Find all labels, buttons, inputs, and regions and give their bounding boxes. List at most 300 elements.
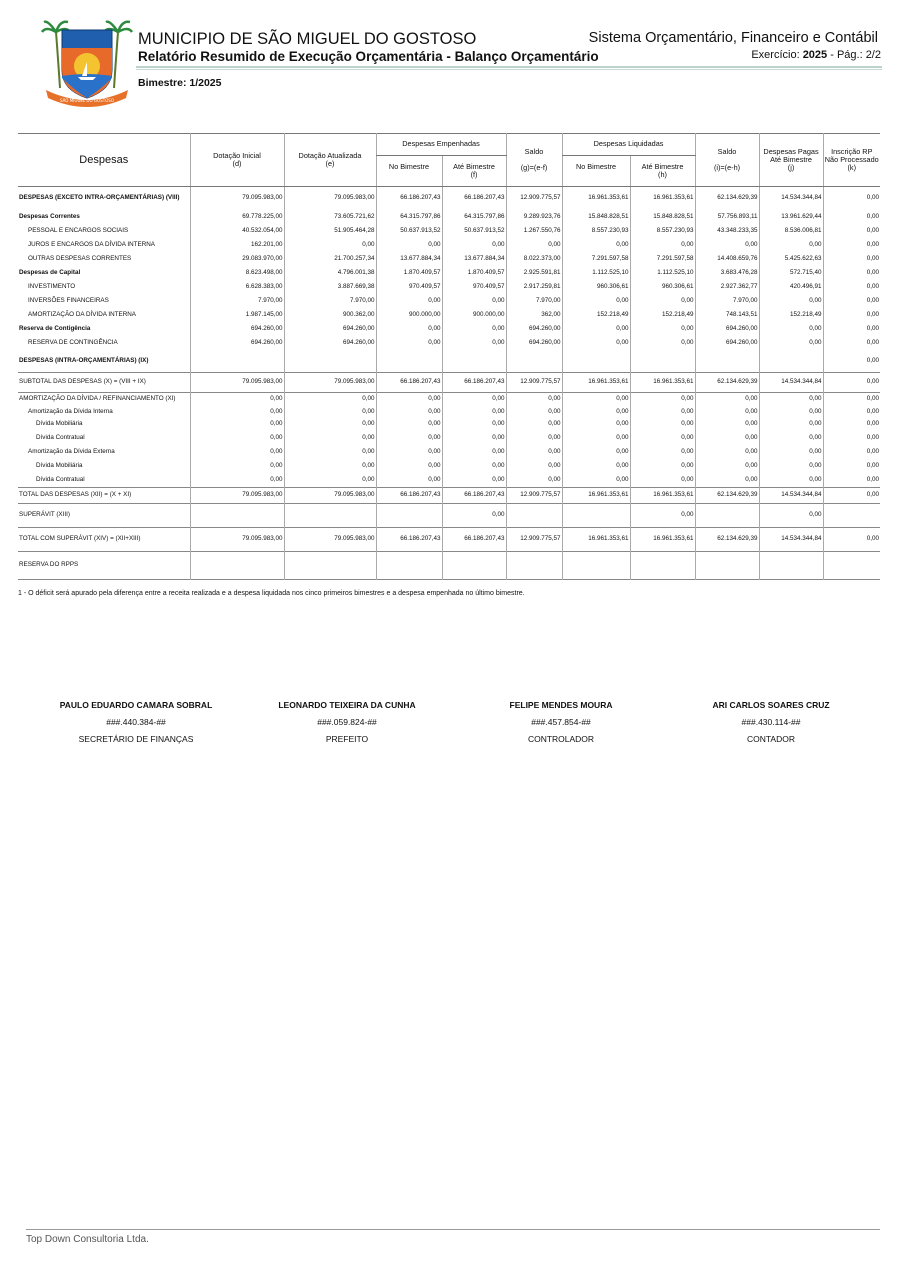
row-value: 12.909.775,57 [506, 187, 562, 211]
row-value [506, 552, 562, 580]
table-row [18, 281, 880, 295]
row-value: 8.536.006,81 [759, 225, 823, 239]
row-value: 79.095.983,00 [284, 528, 376, 552]
header-dotacao-inicial: Dotação Inicial [213, 150, 261, 160]
signature-role: CONTADOR [746, 734, 795, 744]
header-code-k: (k) [847, 163, 857, 172]
table-row [18, 488, 880, 504]
row-value [823, 552, 880, 580]
row-value: 14.408.659,76 [695, 253, 759, 267]
signature-block [461, 700, 661, 751]
row-value: 0,00 [562, 295, 630, 309]
row-value: 5.425.622,63 [759, 253, 823, 267]
row-value: 0,00 [823, 225, 880, 239]
bimester-label: Bimestre: 1/2025 [138, 77, 222, 89]
row-value: 50.637.913,52 [442, 225, 506, 239]
row-value [695, 552, 759, 580]
row-value [630, 351, 695, 373]
row-value: 66.186.207,43 [442, 488, 506, 504]
row-value: 7.970,00 [506, 295, 562, 309]
row-value [695, 504, 759, 528]
row-value: 15.848.828,51 [630, 211, 695, 225]
table-row [18, 407, 880, 418]
budget-table [18, 133, 880, 580]
row-value: 900.000,00 [442, 309, 506, 323]
row-value: 0,00 [630, 418, 695, 432]
footer-rule [26, 1229, 880, 1230]
row-value: 0,00 [759, 432, 823, 446]
row-label: RESERVA DE CONTINGÊNCIA [28, 339, 118, 347]
row-value [376, 552, 442, 580]
table-body [18, 187, 880, 580]
row-value: 0,00 [190, 418, 284, 432]
row-value: 694.260,00 [284, 337, 376, 351]
row-value [562, 552, 630, 580]
row-label: SUPERÁVIT (XIII) [18, 504, 190, 528]
row-value: 0,00 [442, 323, 506, 337]
row-value: 0,00 [823, 337, 880, 351]
row-value: 43.348.233,35 [695, 225, 759, 239]
row-label: Despesas Correntes [19, 213, 80, 221]
row-value: 0,00 [442, 460, 506, 474]
row-value: 8.557.230,93 [630, 225, 695, 239]
row-value: 0,00 [630, 432, 695, 446]
row-value: 62.134.629,39 [695, 373, 759, 393]
row-value [506, 351, 562, 373]
header-saldo-i: Saldo [717, 146, 737, 156]
row-value: 0,00 [823, 474, 880, 488]
row-value [759, 351, 823, 373]
header-liq-no-bimestre: No Bimestre [575, 161, 617, 171]
row-value: 0,00 [759, 460, 823, 474]
row-value [190, 552, 284, 580]
header-pagas: Despesas Pagas Até Bimestre [763, 146, 819, 164]
row-value: 16.961.353,61 [630, 528, 695, 552]
row-value: 7.970,00 [284, 295, 376, 309]
row-value: 0,00 [695, 418, 759, 432]
row-label: DESPESAS (EXCETO INTRA-ORÇAMENTÁRIAS) (VIII) [18, 187, 190, 211]
table-row [18, 373, 880, 393]
row-value: 0,00 [284, 239, 376, 253]
row-value: 7.291.597,58 [630, 253, 695, 267]
header-rp: Inscrição RP Não Processado [824, 146, 879, 164]
row-value [376, 504, 442, 528]
row-value: 13.677.884,34 [376, 253, 442, 267]
row-value: 0,00 [506, 460, 562, 474]
row-value: 0,00 [759, 295, 823, 309]
header-code-j: (j) [787, 163, 795, 172]
row-value: 57.756.893,11 [695, 211, 759, 225]
row-value [562, 351, 630, 373]
row-value: 0,00 [823, 323, 880, 337]
row-value [284, 351, 376, 373]
header-code-g: (g)=(e-f) [520, 163, 548, 172]
municipality-logo [40, 18, 134, 108]
row-value: 0,00 [823, 432, 880, 446]
row-value: 16.961.353,61 [630, 373, 695, 393]
row-value: 7.970,00 [190, 295, 284, 309]
row-value: 1.112.525,10 [630, 267, 695, 281]
row-value: 62.134.629,39 [695, 488, 759, 504]
row-value: 66.186.207,43 [442, 187, 506, 211]
row-value: 9.289.923,76 [506, 211, 562, 225]
row-value: 0,00 [562, 239, 630, 253]
header-emp-ate-bimestre: Até Bimestre [453, 161, 495, 171]
row-value: 14.534.344,84 [759, 373, 823, 393]
row-value [630, 552, 695, 580]
row-value: 6.628.383,00 [190, 281, 284, 295]
row-value: 0,00 [630, 460, 695, 474]
signature-name: ARI CARLOS SOARES CRUZ [712, 700, 830, 710]
row-value: 0,00 [284, 432, 376, 446]
row-value [695, 351, 759, 373]
row-value: 0,00 [376, 407, 442, 418]
row-value: 0,00 [823, 373, 880, 393]
header-code-e: (e) [325, 159, 335, 168]
row-value: 0,00 [759, 407, 823, 418]
row-label: PESSOAL E ENCARGOS SOCIAIS [28, 227, 129, 235]
row-value: 0,00 [284, 474, 376, 488]
row-value: 8.557.230,93 [562, 225, 630, 239]
row-value [562, 504, 630, 528]
row-value: 0,00 [695, 432, 759, 446]
row-value: 1.870.409,57 [376, 267, 442, 281]
row-label: RESERVA DO RPPS [18, 552, 190, 580]
row-label: DESPESAS (INTRA-ORÇAMENTÁRIAS) (IX) [19, 356, 149, 364]
row-value [506, 504, 562, 528]
row-label: INVESTIMENTO [28, 283, 76, 291]
row-value: 0,00 [562, 337, 630, 351]
row-value: 0,00 [759, 239, 823, 253]
row-value: 40.532.054,00 [190, 225, 284, 239]
table-row [18, 351, 880, 373]
row-value [190, 351, 284, 373]
row-value: 0,00 [190, 474, 284, 488]
row-value: 0,00 [823, 211, 880, 225]
row-value: 16.961.353,61 [562, 488, 630, 504]
row-value [284, 504, 376, 528]
row-value: 0,00 [376, 295, 442, 309]
row-label: JUROS E ENCARGOS DA DÍVIDA INTERNA [28, 241, 156, 249]
row-value: 1.267.550,76 [506, 225, 562, 239]
row-value: 694.260,00 [695, 337, 759, 351]
row-label: OUTRAS DESPESAS CORRENTES [28, 255, 132, 263]
row-label: INVERSÕES FINANCEIRAS [28, 297, 109, 305]
row-value: 2.925.591,81 [506, 267, 562, 281]
row-value: 0,00 [506, 446, 562, 460]
row-value: 362,00 [506, 309, 562, 323]
row-value: 0,00 [823, 460, 880, 474]
row-label: Despesas de Capital [19, 269, 81, 277]
table-row [18, 432, 880, 446]
row-value: 0,00 [695, 407, 759, 418]
row-value [442, 351, 506, 373]
row-value: 29.083.970,00 [190, 253, 284, 267]
row-value: 21.700.257,34 [284, 253, 376, 267]
row-value: 0,00 [823, 407, 880, 418]
row-value: 3.887.669,38 [284, 281, 376, 295]
row-value: 152.218,49 [562, 309, 630, 323]
row-value: 0,00 [759, 337, 823, 351]
row-value: 0,00 [823, 418, 880, 432]
row-label: Dívida Contratual [36, 434, 85, 442]
row-value: 0,00 [823, 309, 880, 323]
row-value: 0,00 [376, 474, 442, 488]
table-row [18, 187, 880, 211]
footer-company: Top Down Consultoria Ltda. [26, 1234, 149, 1245]
table-row [18, 446, 880, 460]
row-value: 0,00 [562, 393, 630, 407]
row-value: 0,00 [442, 407, 506, 418]
row-value: 12.909.775,57 [506, 488, 562, 504]
row-value [284, 552, 376, 580]
row-value: 0,00 [630, 323, 695, 337]
row-value: 66.186.207,43 [376, 373, 442, 393]
signature-document: ###.457.854-## [531, 717, 591, 727]
row-value: 960.306,61 [630, 281, 695, 295]
header-rule-thin [136, 69, 882, 70]
row-value: 2.927.362,77 [695, 281, 759, 295]
municipality-name: MUNICIPIO DE SÃO MIGUEL DO GOSTOSO [138, 30, 477, 48]
header-code-d: (d) [232, 159, 242, 168]
row-value: 7.291.597,58 [562, 253, 630, 267]
row-value: 0,00 [442, 474, 506, 488]
row-value: 0,00 [284, 407, 376, 418]
row-value: 0,00 [284, 446, 376, 460]
row-value: 0,00 [284, 418, 376, 432]
row-value: 0,00 [823, 253, 880, 267]
row-value [190, 504, 284, 528]
signature-block [247, 700, 447, 751]
row-value: 16.961.353,61 [562, 373, 630, 393]
row-label: AMORTIZAÇÃO DA DÍVIDA INTERNA [28, 311, 136, 319]
row-value: 0,00 [823, 528, 880, 552]
row-value: 900.362,00 [284, 309, 376, 323]
row-value: 0,00 [823, 393, 880, 407]
row-value: 13.677.884,34 [442, 253, 506, 267]
row-value: 15.848.828,51 [562, 211, 630, 225]
row-value: 0,00 [376, 418, 442, 432]
row-value: 66.186.207,43 [442, 528, 506, 552]
row-value: 50.637.913,52 [376, 225, 442, 239]
exercise-info [751, 49, 881, 61]
row-value: 0,00 [630, 504, 695, 528]
row-value: 66.186.207,43 [376, 528, 442, 552]
row-value: 0,00 [630, 393, 695, 407]
row-value: 0,00 [284, 393, 376, 407]
row-value: 0,00 [695, 239, 759, 253]
row-value: 1.870.409,57 [442, 267, 506, 281]
header-liquidadas: Despesas Liquidadas [593, 139, 664, 149]
row-value: 12.909.775,57 [506, 373, 562, 393]
row-value: 694.260,00 [190, 323, 284, 337]
row-value: 73.605.721,62 [284, 211, 376, 225]
row-value: 694.260,00 [695, 323, 759, 337]
row-label: Dívida Mobiliária [36, 420, 83, 428]
row-value: 0,00 [823, 446, 880, 460]
row-value: 0,00 [442, 446, 506, 460]
row-value: 0,00 [442, 418, 506, 432]
row-value: 66.186.207,43 [442, 373, 506, 393]
row-value: 0,00 [442, 295, 506, 309]
row-value: 13.961.629,44 [759, 211, 823, 225]
row-value: 0,00 [759, 446, 823, 460]
header-liq-ate-bimestre: Até Bimestre [641, 161, 684, 171]
row-label: AMORTIZAÇÃO DA DÍVIDA / REFINANCIAMENTO (XI) [18, 393, 190, 407]
table-row [18, 504, 880, 528]
row-value: 0,00 [376, 460, 442, 474]
row-value: 0,00 [376, 323, 442, 337]
row-value: 64.315.797,86 [376, 211, 442, 225]
row-value [759, 552, 823, 580]
table-row [18, 418, 880, 432]
row-value: 0,00 [759, 474, 823, 488]
row-value: 0,00 [506, 418, 562, 432]
row-value: 152.218,49 [630, 309, 695, 323]
row-value: 66.186.207,43 [376, 187, 442, 211]
row-value: 16.961.353,61 [630, 488, 695, 504]
row-value: 69.778.225,00 [190, 211, 284, 225]
row-value: 0,00 [630, 446, 695, 460]
row-label: Dívida Contratual [36, 475, 85, 483]
row-value: 0,00 [562, 460, 630, 474]
row-value [376, 351, 442, 373]
row-value: 0,00 [284, 460, 376, 474]
table-row [18, 295, 880, 309]
row-label: SUBTOTAL DAS DESPESAS (X) = (VIII + IX) [18, 373, 190, 393]
row-value: 970.409,57 [442, 281, 506, 295]
row-value: 152.218,49 [759, 309, 823, 323]
row-value: 0,00 [823, 295, 880, 309]
row-value: 0,00 [376, 393, 442, 407]
row-value: 0,00 [759, 323, 823, 337]
row-value: 2.917.259,81 [506, 281, 562, 295]
row-label: TOTAL COM SUPERÁVIT (XIV) = (XII+XIII) [18, 528, 190, 552]
row-value: 16.961.353,61 [562, 528, 630, 552]
row-value: 970.409,57 [376, 281, 442, 295]
row-value: 64.315.797,86 [442, 211, 506, 225]
table-row [18, 211, 880, 225]
page-number: - Pág.: 2/2 [830, 49, 881, 61]
row-value: 0,00 [190, 407, 284, 418]
footnote: 1 - O déficit será apurado pela diferença entre a receita realizada e a despesa liquidada nos cinco primeiros bimestres e a despesa empenhada no último bimestre. [18, 590, 525, 597]
row-value: 0,00 [695, 474, 759, 488]
row-value: 0,00 [630, 239, 695, 253]
row-value: 0,00 [562, 323, 630, 337]
row-value: 0,00 [562, 446, 630, 460]
row-value: 79.095.983,00 [190, 528, 284, 552]
row-value: 4.796.001,38 [284, 267, 376, 281]
row-value: 694.260,00 [506, 337, 562, 351]
row-value: 900.000,00 [376, 309, 442, 323]
row-value: 7.970,00 [695, 295, 759, 309]
row-value [442, 552, 506, 580]
row-value: 572.715,40 [759, 267, 823, 281]
svg-text:SÃO MIGUEL DO GOSTOSO: SÃO MIGUEL DO GOSTOSO [60, 98, 114, 103]
row-value: 79.095.983,00 [284, 373, 376, 393]
row-value: 0,00 [759, 393, 823, 407]
system-name: Sistema Orçamentário, Financeiro e Contábil [588, 30, 878, 46]
row-value: 8.623.498,00 [190, 267, 284, 281]
table-row [18, 552, 880, 580]
header-code-f: (f) [470, 170, 478, 179]
row-value: 0,00 [190, 393, 284, 407]
row-value: 162.201,00 [190, 239, 284, 253]
row-value: 79.095.983,00 [190, 187, 284, 211]
row-value: 0,00 [506, 474, 562, 488]
row-value: 62.134.629,39 [695, 528, 759, 552]
row-value: 0,00 [442, 393, 506, 407]
table-row [18, 309, 880, 323]
signature-name: LEONARDO TEIXEIRA DA CUNHA [278, 700, 416, 710]
exercise-label: Exercício: [751, 49, 800, 61]
row-value: 0,00 [630, 407, 695, 418]
row-value: 62.134.629,39 [695, 187, 759, 211]
row-value: 0,00 [190, 432, 284, 446]
row-value: 79.095.983,00 [284, 187, 376, 211]
row-label: Dívida Mobiliária [36, 462, 83, 470]
row-value: 0,00 [823, 351, 880, 373]
row-value: 0,00 [562, 432, 630, 446]
row-value: 14.534.344,84 [759, 528, 823, 552]
row-value: 14.534.344,84 [759, 187, 823, 211]
row-value: 0,00 [630, 474, 695, 488]
row-label: Reserva de Contigência [19, 325, 91, 333]
row-value: 0,00 [562, 418, 630, 432]
table-row [18, 337, 880, 351]
row-value: 51.905.464,28 [284, 225, 376, 239]
row-value: 0,00 [506, 432, 562, 446]
header-code-h: (h) [658, 170, 667, 179]
table-row [18, 528, 880, 552]
row-value: 694.260,00 [190, 337, 284, 351]
signature-role: PREFEITO [325, 734, 369, 744]
signature-name: PAULO EDUARDO CAMARA SOBRAL [59, 700, 213, 710]
table-row [18, 460, 880, 474]
row-value: 0,00 [376, 446, 442, 460]
row-value: 0,00 [562, 407, 630, 418]
table-row [18, 225, 880, 239]
table-row [18, 253, 880, 267]
row-value: 0,00 [376, 337, 442, 351]
table-row [18, 323, 880, 337]
row-value: 16.961.353,61 [630, 187, 695, 211]
row-value: 694.260,00 [506, 323, 562, 337]
row-value: 0,00 [190, 460, 284, 474]
row-value: 12.909.775,57 [506, 528, 562, 552]
row-value: 79.095.983,00 [284, 488, 376, 504]
row-value: 0,00 [823, 281, 880, 295]
row-value: 0,00 [442, 432, 506, 446]
row-value: 0,00 [759, 504, 823, 528]
header-empenhadas: Despesas Empenhadas [402, 139, 480, 149]
row-value: 1.987.145,00 [190, 309, 284, 323]
header-dotacao-atualizada: Dotação Atualizada [298, 150, 362, 160]
row-value: 66.186.207,43 [376, 488, 442, 504]
signature-document: ###.440.384-## [106, 717, 166, 727]
header-code-i: (i)=(e-h) [713, 163, 741, 172]
table-row [18, 239, 880, 253]
row-value: 748.143,51 [695, 309, 759, 323]
table-row [18, 267, 880, 281]
row-value: 0,00 [823, 239, 880, 253]
signature-block [36, 700, 236, 751]
row-value: 8.022.373,00 [506, 253, 562, 267]
row-value: 0,00 [759, 418, 823, 432]
row-value: 3.683.476,28 [695, 267, 759, 281]
row-value: 0,00 [442, 239, 506, 253]
signature-block [671, 700, 871, 751]
